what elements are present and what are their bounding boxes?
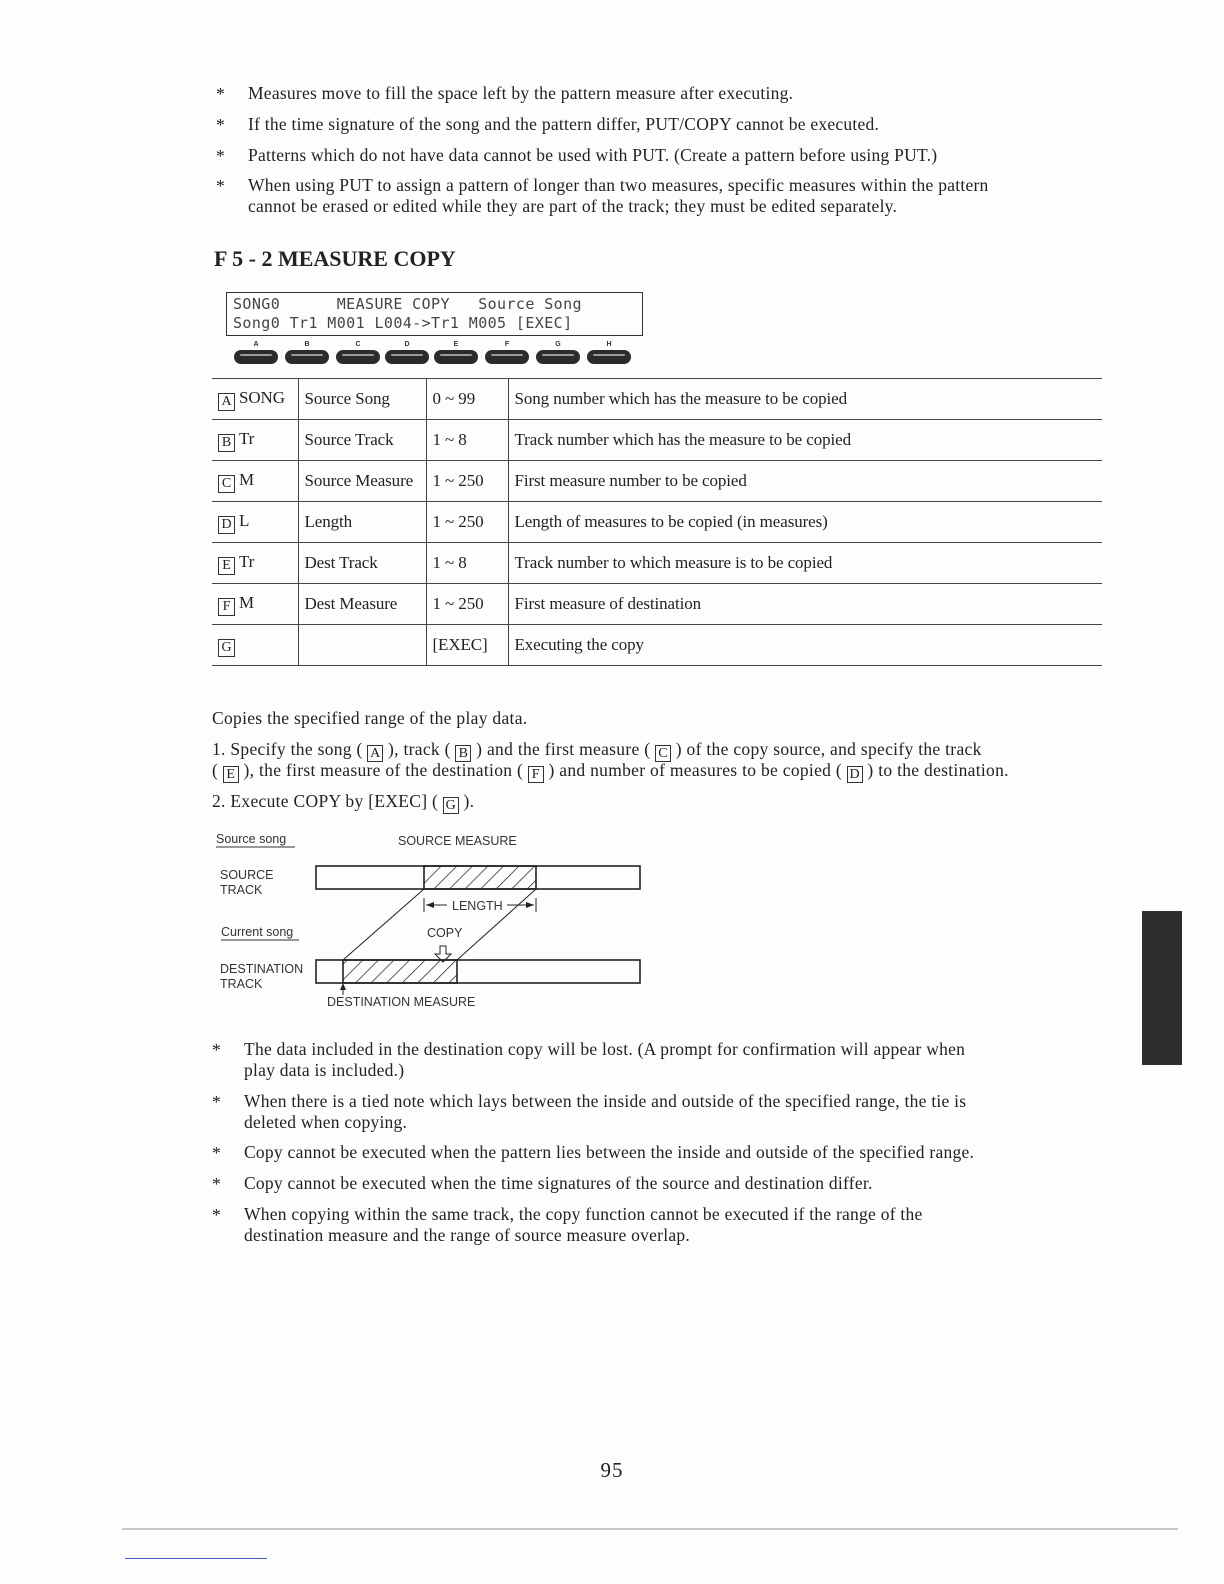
- param-desc: Track number to which measure is to be copied: [508, 543, 1102, 584]
- param-range: 1 ~ 250: [426, 461, 508, 502]
- bullet-mark: *: [212, 1040, 221, 1060]
- destination-track-label-2: TRACK: [220, 977, 263, 991]
- bullet-item: [212, 1142, 1112, 1164]
- param-label: M: [239, 469, 255, 489]
- param-label: SONG: [239, 387, 285, 407]
- step-text: ) to the destination.: [867, 760, 1009, 780]
- bullet-mark: *: [216, 115, 225, 135]
- key-box: F: [218, 598, 235, 616]
- bullet-item: [212, 1173, 1112, 1195]
- bullet-text: When there is a tied note which lays between the inside and outside of the specified range, the tie is: [244, 1091, 967, 1111]
- fkey-label-a: A: [253, 341, 259, 348]
- bullet-text: When using PUT to assign a pattern of longer than two measures, specific measures within the pattern: [248, 175, 989, 195]
- param-label: L: [239, 510, 250, 530]
- key-box: A: [367, 745, 383, 762]
- param-desc: First measure of destination: [508, 584, 1102, 625]
- lcd-line-1: SONG0 MEASURE COPY Source Song: [233, 295, 582, 313]
- bullet-mark: *: [212, 1143, 221, 1163]
- param-desc: Song number which has the measure to be copied: [508, 379, 1102, 420]
- param-range: 1 ~ 8: [426, 543, 508, 584]
- fkey-label-e: E: [453, 341, 459, 348]
- key-box: D: [847, 766, 863, 783]
- param-label: M: [239, 592, 255, 612]
- fkey-label-g: G: [555, 341, 561, 348]
- bullet-mark: *: [212, 1092, 221, 1112]
- bullet-text: Patterns which do not have data cannot be used with PUT. (Create a pattern before using PUT.): [248, 145, 938, 165]
- key-box: B: [455, 745, 471, 762]
- bullet-mark: *: [212, 1174, 221, 1194]
- key-box: B: [218, 434, 235, 452]
- key-box: A: [218, 393, 235, 411]
- source-track-label-1: SOURCE: [220, 868, 274, 882]
- key-box: G: [218, 639, 235, 657]
- section-thumb-tab: [1142, 911, 1182, 1065]
- key-box: E: [223, 766, 239, 783]
- step-text: ) and number of measures to be copied (: [548, 760, 843, 780]
- fkey-label-b: B: [304, 341, 310, 348]
- bullet-item: [212, 1091, 1112, 1135]
- bullet-text: When copying within the same track, the copy function cannot be executed if the range of the: [244, 1204, 923, 1224]
- param-name: Source Measure: [298, 461, 426, 502]
- step-text: 2. Execute COPY by [EXEC] (: [212, 791, 439, 811]
- destination-measure-block: [343, 960, 457, 983]
- length-label: LENGTH: [452, 899, 503, 913]
- source-measure-block: [424, 866, 536, 889]
- bullet-text: deleted when copying.: [244, 1112, 408, 1132]
- bullet-text: Copy cannot be executed when the time signatures of the source and destination differ.: [244, 1173, 873, 1193]
- bullet-text: cannot be erased or edited while they are part of the track; they must be edited separately.: [248, 196, 898, 216]
- fkey-label-d: D: [404, 341, 410, 348]
- bullet-text: destination measure and the range of source measure overlap.: [244, 1225, 691, 1245]
- bullet-item: [212, 1039, 1112, 1083]
- param-desc: First measure number to be copied: [508, 461, 1102, 502]
- bullet-mark: *: [216, 146, 225, 166]
- key-box: C: [218, 475, 235, 493]
- bullet-text: The data included in the destination copy will be lost. (A prompt for confirmation will appear when: [244, 1039, 966, 1059]
- bottom-rule: [122, 1528, 1178, 1530]
- length-arrowhead-left: [426, 902, 434, 908]
- bullet-mark: *: [212, 1205, 221, 1225]
- source-track-label-2: TRACK: [220, 883, 263, 897]
- length-arrowhead-right: [526, 902, 534, 908]
- param-desc: Length of measures to be copied (in measures): [508, 502, 1102, 543]
- param-name: Source Track: [298, 420, 426, 461]
- fkey-label-c: C: [355, 341, 361, 348]
- step-text: 1. Specify the song (: [212, 739, 363, 759]
- key-box: E: [218, 557, 235, 575]
- param-desc: Executing the copy: [508, 625, 1102, 666]
- step-text: ) and the first measure (: [476, 739, 651, 759]
- bottom-blue-rule: [125, 1558, 267, 1559]
- bullet-item: [212, 1204, 1112, 1248]
- bullet-text: If the time signature of the song and the pattern differ, PUT/COPY cannot be executed.: [248, 114, 880, 134]
- destination-measure-label: DESTINATION MEASURE: [327, 995, 476, 1009]
- fkey-label-f: F: [504, 341, 510, 348]
- current-song-label: Current song: [221, 925, 294, 939]
- key-box: C: [655, 745, 671, 762]
- key-box: G: [443, 797, 459, 814]
- step-text: ).: [463, 791, 475, 811]
- dest-measure-arrowhead: [340, 983, 346, 990]
- projection-line-left: [343, 889, 424, 960]
- step-text: ), track (: [388, 739, 451, 759]
- param-name: Length: [298, 502, 426, 543]
- param-range: 1 ~ 250: [426, 584, 508, 625]
- param-label: Tr: [239, 551, 255, 571]
- param-range: 1 ~ 250: [426, 502, 508, 543]
- source-song-label: Source song: [216, 832, 287, 846]
- param-desc: Track number which has the measure to be copied: [508, 420, 1102, 461]
- page-number: 95: [600, 1458, 624, 1482]
- bullet-text: Measures move to fill the space left by the pattern measure after executing.: [248, 83, 794, 103]
- param-range: 0 ~ 99: [426, 379, 508, 420]
- copy-label: COPY: [427, 926, 463, 940]
- bullet-text: play data is included.): [244, 1060, 405, 1080]
- param-range: 1 ~ 8: [426, 420, 508, 461]
- lcd-line-2: Song0 Tr1 M001 L004->Tr1 M005 [EXEC]: [233, 314, 573, 332]
- param-name: Source Song: [298, 379, 426, 420]
- step-text: ) of the copy source, and specify the track: [675, 739, 982, 759]
- param-range: [EXEC]: [426, 625, 508, 666]
- step-text: ), the first measure of the destination (: [243, 760, 524, 780]
- param-name: Dest Measure: [298, 584, 426, 625]
- step-text: (: [212, 760, 219, 780]
- source-measure-label: SOURCE MEASURE: [398, 834, 517, 848]
- destination-track-label-1: DESTINATION: [220, 962, 304, 976]
- fkey-label-h: H: [606, 341, 612, 348]
- key-box: D: [218, 516, 235, 534]
- param-name: Dest Track: [298, 543, 426, 584]
- param-label: Tr: [239, 428, 255, 448]
- section-title: F 5 - 2 MEASURE COPY: [214, 246, 456, 271]
- bullet-mark: *: [216, 176, 225, 196]
- intro-text: Copies the specified range of the play data.: [212, 708, 528, 728]
- bullet-mark: *: [216, 84, 225, 104]
- bullet-text: Copy cannot be executed when the pattern lies between the inside and outside of the specified range.: [244, 1142, 975, 1162]
- key-box: F: [528, 766, 544, 783]
